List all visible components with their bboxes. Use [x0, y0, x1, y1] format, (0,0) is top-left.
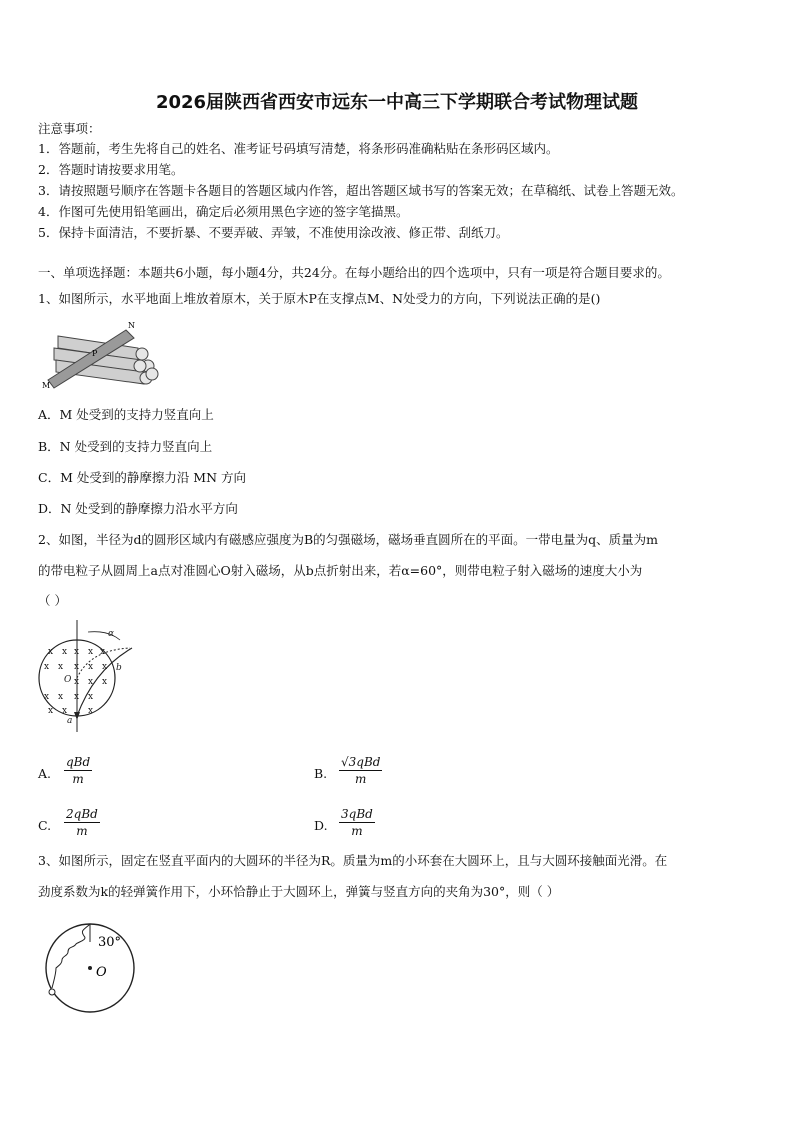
x-mark: x: [88, 662, 94, 672]
fraction-numerator: 2qBd: [66, 807, 98, 821]
section-heading: 一、单项选择题：本题共6小题，每小题4分，共24分。在每小题给出的四个选项中，只有一项是符合题目要求的。: [38, 265, 670, 280]
q3-stem-line-2: 劲度系数为k的轻弹簧作用下，小环恰静止于大圆环上，弹簧与竖直方向的夹角为30°，则（ ）: [38, 884, 560, 899]
page-title: 2026届陕西省西安市远东一中高三下学期联合考试物理试题: [155, 92, 639, 113]
q1-option-a: A．M 处受到的支持力竖直向上: [38, 407, 214, 422]
x-mark: x: [88, 647, 94, 657]
q2-option-b-label: B.: [314, 766, 328, 781]
point-b-label: b: [116, 663, 122, 673]
q1-logs-figure: [38, 318, 168, 390]
q3-stem-line-1: 3、如图所示，固定在竖直平面内的大圆环的半径为R。质量为m的小环套在大圆环上，且与大圆环接触面光滑。在: [38, 853, 668, 868]
q1-option-d: D．N 处受到的静摩擦力沿水平方向: [38, 501, 238, 516]
x-mark: x: [88, 677, 94, 687]
alpha-label: α: [108, 629, 115, 639]
x-mark: x: [88, 706, 94, 716]
x-mark: x: [44, 692, 50, 702]
q2-paren: （ ）: [38, 593, 67, 608]
notice-item-3: 3．请按照题号顺序在答题卡各题目的答题区域内作答，超出答题区域书写的答案无效；在草稿纸、试卷上答题无效。: [38, 183, 684, 198]
q1-option-c: C．M 处受到的静摩擦力沿 MN 方向: [38, 470, 247, 485]
q1-option-b: B．N 处受到的支持力竖直向上: [38, 439, 213, 454]
q2-stem-line-1: 2、如图，半径为d的圆形区域内有磁感应强度为B的匀强磁场，磁场垂直圆所在的平面。一带电量为q、质量为m: [38, 532, 658, 547]
x-mark: x: [62, 706, 68, 716]
x-mark: x: [102, 677, 108, 687]
center-o-label: O: [64, 675, 72, 685]
fraction-numerator: √3qBd: [341, 755, 381, 769]
x-mark: x: [100, 647, 106, 657]
x-mark: x: [48, 647, 54, 657]
x-mark: x: [74, 677, 80, 687]
q2-magnetic-field-figure: [34, 620, 144, 738]
q1-label-p: P: [92, 349, 98, 358]
notice-heading: 注意事项：: [38, 121, 101, 136]
fraction-denominator: m: [72, 772, 84, 786]
q2-stem-line-2: 的带电粒子从圆周上a点对准圆心O射入磁场，从b点折射出来，若α=60°，则带电粒子射入磁场的速度大小为: [38, 563, 643, 578]
notice-item-5: 5．保持卡面清洁，不要折暴、不要弄破、弄皱，不准使用涂改液、修正带、刮纸刀。: [38, 225, 509, 240]
q3-ring-spring-figure: [40, 918, 140, 1018]
point-a-label: a: [67, 716, 73, 726]
q1-label-n: N: [128, 321, 135, 330]
fraction-numerator: 3qBd: [341, 807, 373, 821]
q2-option-a-label: A.: [38, 766, 52, 781]
q2-option-d-fraction: [339, 806, 375, 839]
x-mark: x: [102, 662, 108, 672]
x-mark: x: [58, 662, 64, 672]
fraction-numerator: qBd: [66, 755, 91, 769]
q2-option-d-label: D.: [314, 818, 328, 833]
x-mark: x: [74, 662, 80, 672]
q2-option-c-fraction: [64, 806, 100, 839]
x-mark: x: [74, 692, 80, 702]
notice-item-2: 2．答题时请按要求用笔。: [38, 162, 184, 177]
q1-label-m: M: [42, 381, 51, 390]
x-mark: x: [58, 692, 64, 702]
angle-label: 30°: [98, 935, 122, 950]
q2-option-a-fraction: [64, 754, 92, 787]
q2-option-b-fraction: [339, 754, 382, 787]
x-mark: x: [88, 692, 94, 702]
center-o-label: O: [96, 965, 107, 980]
fraction-denominator: m: [351, 824, 363, 838]
q1-stem: 1、如图所示，水平地面上堆放着原木，关于原木P在支撑点M、N处受力的方向，下列说法正确的是(): [38, 291, 601, 306]
notice-item-4: 4．作图可先使用铅笔画出，确定后必须用黑色字迹的签字笔描黑。: [38, 204, 409, 219]
fraction-denominator: m: [355, 772, 367, 786]
x-mark: x: [44, 662, 50, 672]
fraction-denominator: m: [76, 824, 88, 838]
x-mark: x: [74, 647, 80, 657]
x-mark: x: [48, 706, 54, 716]
x-mark: x: [62, 647, 68, 657]
q2-option-c-label: C.: [38, 818, 52, 833]
notice-item-1: 1．答题前，考生先将自己的姓名、准考证号码填写清楚，将条形码准确粘贴在条形码区域内。: [38, 141, 559, 156]
